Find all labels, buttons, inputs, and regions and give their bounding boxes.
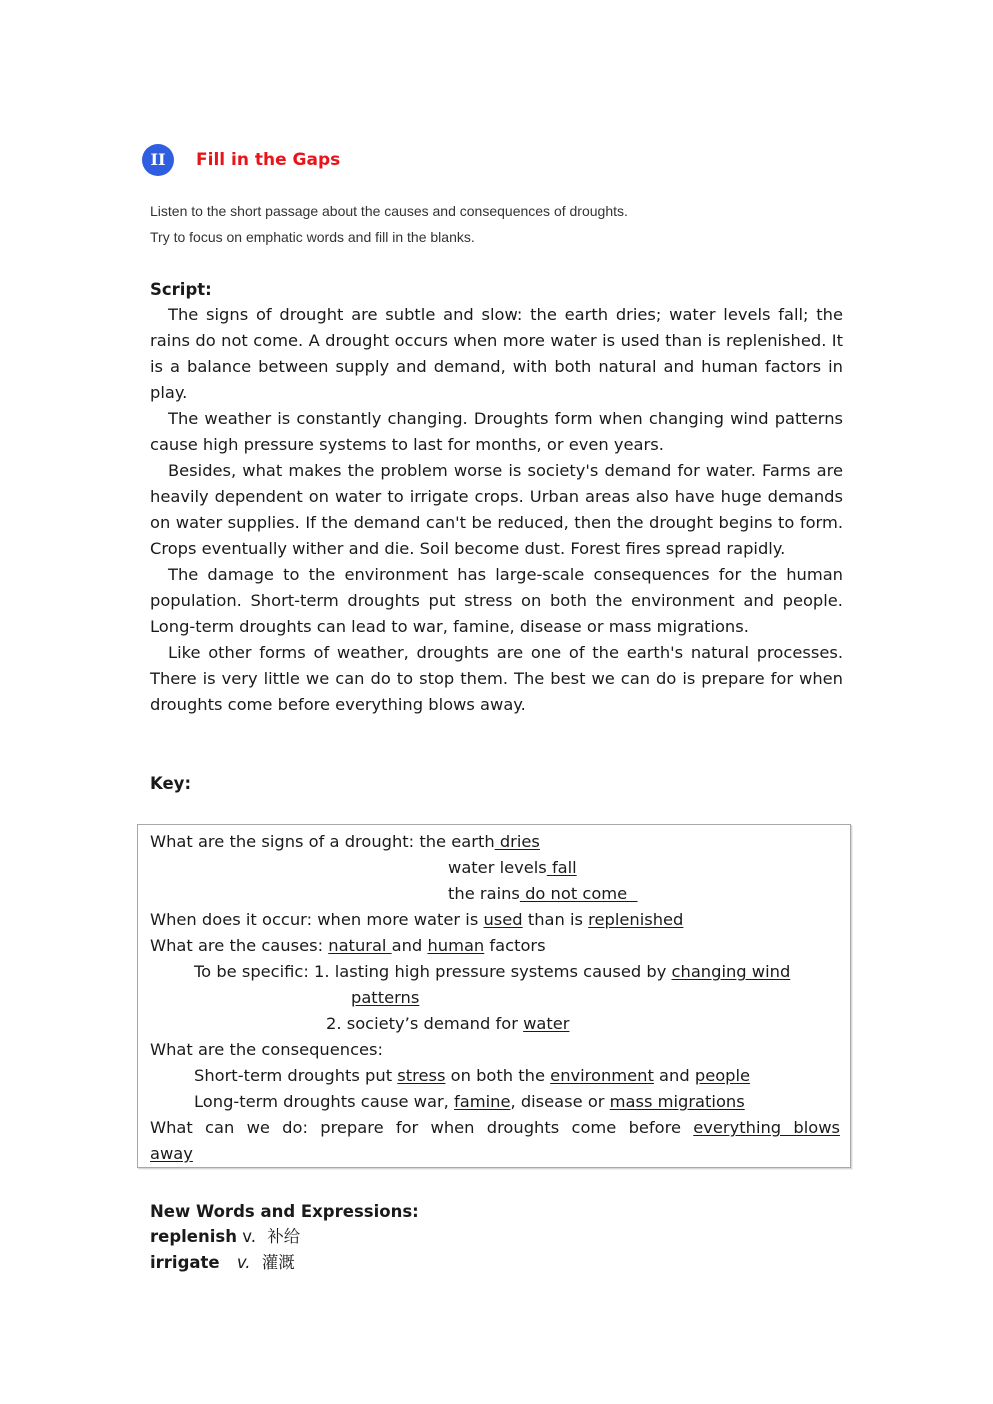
specific-item1-text: 1. lasting high pressure systems caused by	[308, 962, 672, 981]
causes-question: What are the causes:	[150, 936, 324, 955]
vocab-pos: v.	[242, 1227, 256, 1246]
specific-label: To be specific:	[194, 962, 309, 981]
short-term-text: and	[653, 1066, 695, 1085]
key-line-short-term	[194, 1063, 750, 1089]
vocab-meaning: 补给	[267, 1227, 301, 1246]
key-line-consequences	[150, 1037, 383, 1063]
key-line-todo-cont	[150, 1141, 193, 1167]
key-line-specific-2	[326, 1011, 569, 1037]
key-line-long-term	[194, 1089, 745, 1115]
key-heading: Key:	[150, 774, 192, 793]
answer-blank: environment	[550, 1066, 654, 1085]
consequences-question: What are the consequences:	[150, 1040, 384, 1059]
script-paragraph: The signs of drought are subtle and slow: the earth dries; water levels fall; the rains do not come. A drought occurs when more water is used than is replenished. It is a balance between supply and demand, with both natural and human factors in play.	[150, 305, 843, 402]
key-line-signs-item3	[448, 881, 638, 907]
todo-question: What can we do:	[150, 1118, 308, 1137]
causes-text: factors	[484, 936, 546, 955]
answer-blank: natural	[328, 936, 392, 955]
answer-blank: human	[427, 936, 485, 955]
answer-blank: mass migrations	[609, 1092, 745, 1111]
signs-item2-prefix: water levels	[448, 858, 547, 877]
short-term-text: on both the	[445, 1066, 551, 1085]
vocab-word: irrigate	[150, 1253, 220, 1272]
answer-blank: changing wind	[671, 962, 791, 981]
key-line-signs-item2	[448, 855, 577, 881]
signs-item3-prefix: the rains	[448, 884, 520, 903]
key-line-specific-1	[194, 959, 790, 985]
script-paragraph: Besides, what makes the problem worse is society's demand for water. Farms are heavily dependent on water to irrigate crops. Urban areas also have huge demands on water supplies. If the demand can't be reduced, then the drought begins to form. Crops eventually wither and die. Soil become dust. Forest fires spread rapidly.	[150, 461, 843, 558]
answer-blank: everything blows	[693, 1118, 841, 1137]
script-paragraph: The weather is constantly changing. Droughts form when changing wind patterns cause high pressure systems to last for months, or even years.	[150, 409, 843, 454]
answer-blank: patterns	[351, 988, 420, 1007]
script-paragraph: Like other forms of weather, droughts are one of the earth's natural processes. There is very little we can do to stop them. The best we can do is prepare for when droughts come before everything blows away.	[150, 643, 843, 714]
script-paragraph: The damage to the environment has large-scale consequences for the human population. Short-term droughts put stress on both the environment and people. Long-term droughts can lead to war, famine, disease or mass migrations.	[150, 565, 843, 636]
occur-text: when more water is	[312, 910, 484, 929]
occur-text: than is	[522, 910, 589, 929]
vocab-item	[150, 1224, 300, 1250]
answer-blank: fall	[546, 858, 577, 877]
occur-question: When does it occur:	[150, 910, 313, 929]
answer-blank: replenished	[588, 910, 684, 929]
vocab-heading: New Words and Expressions:	[150, 1202, 419, 1221]
key-line-todo	[150, 1115, 840, 1141]
key-line-specific-1-cont	[351, 985, 419, 1011]
todo-text: prepare for when droughts come before	[307, 1118, 694, 1137]
causes-text: and	[391, 936, 428, 955]
section-title: Fill in the Gaps	[196, 150, 341, 170]
signs-question: What are the signs of a drought:	[150, 832, 415, 851]
instruction-line-1: Listen to the short passage about the causes and consequences of droughts.	[150, 203, 628, 219]
key-line-signs-question	[150, 829, 540, 855]
key-line-causes	[150, 933, 546, 959]
key-line-occur	[150, 907, 683, 933]
answer-blank: away	[150, 1144, 193, 1163]
short-term-text: Short-term droughts put	[194, 1066, 398, 1085]
specific-item2-text: 2. society’s demand for	[326, 1014, 524, 1033]
long-term-text: Long-term droughts cause war,	[194, 1092, 455, 1111]
section-number-badge: II	[142, 144, 174, 176]
answer-blank: used	[483, 910, 523, 929]
answer-blank: do not come	[519, 884, 638, 903]
answer-blank: people	[694, 1066, 751, 1085]
long-term-text: , disease or	[510, 1092, 610, 1111]
vocab-meaning: 灌溉	[261, 1253, 295, 1272]
instruction-line-2: Try to focus on emphatic words and fill in the blanks.	[150, 229, 475, 245]
answer-blank: stress	[397, 1066, 446, 1085]
answer-blank: famine	[454, 1092, 511, 1111]
script-body	[150, 302, 843, 718]
script-heading: Script:	[150, 280, 212, 299]
answer-blank: dries	[494, 832, 540, 851]
vocab-pos: v.	[236, 1253, 251, 1272]
signs-item1-prefix: the earth	[419, 832, 495, 851]
vocab-item	[150, 1250, 295, 1276]
answer-blank: water	[523, 1014, 570, 1033]
vocab-word: replenish	[150, 1227, 237, 1246]
